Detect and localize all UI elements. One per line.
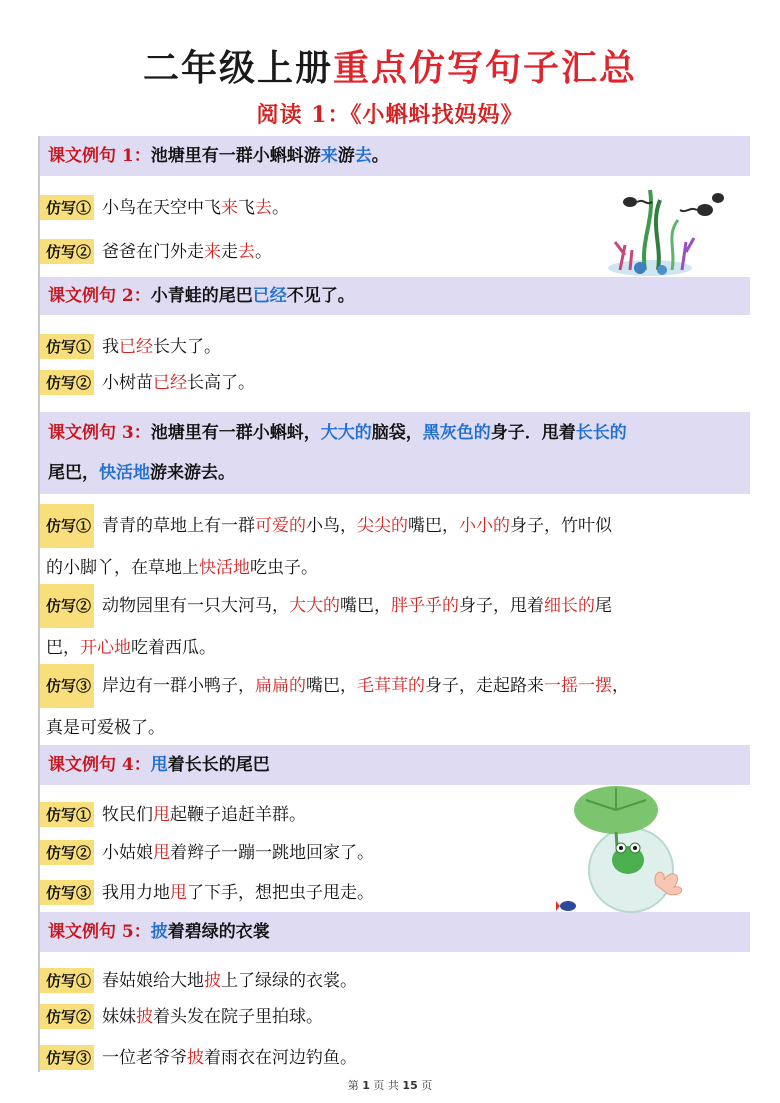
imitation-text-cont xyxy=(40,708,629,748)
text-segment: 吃着西瓜。 xyxy=(131,638,216,658)
frog-pupil-left xyxy=(619,846,623,850)
imitation-1-2 xyxy=(40,237,272,264)
text-segment: 着辫子一蹦一跳地回家了。 xyxy=(170,843,375,863)
text-segment: 着碧绿的衣裳 xyxy=(167,922,270,942)
highlighted-phrase: 大大的 xyxy=(320,423,372,443)
text-segment: 池塘里有一群小蝌蚪， xyxy=(150,423,321,443)
text-segment: 爸爸在门外走 xyxy=(102,242,205,262)
example-sentence-3 xyxy=(40,412,750,494)
highlighted-phrase: 细长的 xyxy=(544,596,596,616)
text-segment: 起鞭子追赶羊群。 xyxy=(170,805,307,825)
imitation-2-1 xyxy=(40,332,221,359)
example-label: 课文例句 2： xyxy=(48,286,151,306)
highlighted-phrase: 甩 xyxy=(150,755,168,775)
text-segment: 嘴巴， xyxy=(408,516,460,536)
seaweed-2 xyxy=(656,200,660,270)
example-label: 课文例句 3： xyxy=(48,423,151,443)
example-text xyxy=(151,146,389,166)
imitation-text xyxy=(102,1048,357,1068)
text-segment: 长高了。 xyxy=(187,373,256,393)
footer-pre: 第 xyxy=(347,1079,363,1092)
text-segment: 走 xyxy=(221,242,239,262)
highlighted-phrase: 甩 xyxy=(153,843,171,863)
imitation-text xyxy=(102,373,255,393)
text-segment: 游来游去。 xyxy=(150,463,235,483)
pebble-2 xyxy=(657,265,667,275)
imitation-tag: 仿写① xyxy=(40,802,94,827)
text-segment: 身子，走起路来 xyxy=(425,676,545,696)
text-segment: 的小脚丫，在草地上 xyxy=(46,558,199,578)
imitation-3-3 xyxy=(40,664,629,748)
text-segment: 青青的草地上有一群 xyxy=(102,516,256,536)
text-segment: 吃虫子。 xyxy=(250,558,318,578)
tadpole-2 xyxy=(712,193,724,203)
imitation-tag: 仿写② xyxy=(40,840,94,865)
footer-post: 页 xyxy=(417,1079,433,1092)
tadpole-1-tail xyxy=(680,209,697,211)
example-sentence-1 xyxy=(40,136,750,176)
text-segment: 嘴巴， xyxy=(340,596,392,616)
imitation-text xyxy=(102,805,306,825)
text-segment: 动物园里有一只大河马， xyxy=(102,596,290,616)
example-text xyxy=(151,922,270,942)
text-segment: 。 xyxy=(371,146,389,166)
example-label: 课文例句 4： xyxy=(48,755,151,775)
text-segment: 岸边有一群小鸭子， xyxy=(102,676,256,696)
page-title xyxy=(0,40,780,91)
highlighted-phrase: 去 xyxy=(354,146,372,166)
imitation-text xyxy=(102,676,629,696)
example-text xyxy=(151,286,355,306)
imitation-4-1 xyxy=(40,800,306,827)
imitation-5-2 xyxy=(40,1002,323,1029)
page-footer xyxy=(0,1077,780,1093)
frog-lotus-illustration xyxy=(556,780,726,920)
text-segment: 小鸟在天空中飞 xyxy=(102,198,222,218)
imitation-text xyxy=(102,198,289,218)
imitation-3-2 xyxy=(40,584,612,668)
text-segment: 着雨衣在河边钓鱼。 xyxy=(204,1048,358,1068)
imitation-5-1 xyxy=(40,966,357,993)
highlighted-phrase: 去 xyxy=(238,242,256,262)
imitation-tag: 仿写③ xyxy=(40,664,94,708)
imitation-text xyxy=(102,596,612,616)
imitation-tag: 仿写② xyxy=(40,239,94,264)
text-segment: 着头发在院子里拍球。 xyxy=(153,1007,324,1027)
text-segment: 春姑娘给大地 xyxy=(102,971,205,991)
highlighted-phrase: 来 xyxy=(221,198,239,218)
highlighted-phrase: 小小的 xyxy=(459,516,511,536)
text-segment: 着长长的尾巴 xyxy=(167,755,270,775)
highlighted-phrase: 已经 xyxy=(252,286,287,306)
example-label: 课文例句 5： xyxy=(48,922,151,942)
text-segment: 池塘里有一群小蝌蚪游 xyxy=(150,146,321,166)
text-segment: 身子，甩着 xyxy=(459,596,545,616)
text-segment: ， xyxy=(612,676,630,696)
imitation-text xyxy=(102,516,612,536)
tadpole-3 xyxy=(623,197,637,207)
text-segment: 嘴巴， xyxy=(306,676,358,696)
imitation-tag: 仿写② xyxy=(40,370,94,395)
imitation-4-3 xyxy=(40,878,374,905)
highlighted-phrase: 毛茸茸的 xyxy=(357,676,426,696)
highlighted-phrase: 披 xyxy=(204,971,222,991)
highlighted-phrase: 来 xyxy=(204,242,222,262)
highlighted-phrase: 一摇一摆 xyxy=(544,676,613,696)
imitation-2-2 xyxy=(40,368,255,395)
example-sentence-2 xyxy=(40,277,750,315)
highlighted-phrase: 快活地 xyxy=(199,558,250,578)
text-segment: 了下手，想把虫子甩走。 xyxy=(187,883,375,903)
imitation-1-1 xyxy=(40,193,289,220)
text-segment: 真是可爱极了。 xyxy=(46,718,165,738)
imitation-text xyxy=(102,883,374,903)
text-segment: 上了绿绿的衣裳。 xyxy=(221,971,358,991)
footer-total-pages: 15 xyxy=(402,1079,418,1092)
highlighted-phrase: 长长的 xyxy=(575,423,627,443)
imitation-tag: 仿写② xyxy=(40,584,94,628)
example-text xyxy=(151,423,627,443)
text-segment: 妹妹 xyxy=(102,1007,137,1027)
text-segment: 小鸟， xyxy=(306,516,358,536)
text-segment: 小姑娘 xyxy=(102,843,154,863)
text-segment: 脑袋， xyxy=(371,423,423,443)
text-segment: 身子，竹叶似 xyxy=(510,516,613,536)
highlighted-phrase: 甩 xyxy=(153,805,171,825)
imitation-5-3 xyxy=(40,1043,357,1070)
text-segment: 牧民们 xyxy=(102,805,154,825)
highlighted-phrase: 披 xyxy=(136,1007,154,1027)
highlighted-phrase: 披 xyxy=(187,1048,205,1068)
highlighted-phrase: 可爱的 xyxy=(255,516,307,536)
text-segment: 我 xyxy=(102,337,120,357)
frog-pupil-right xyxy=(633,846,637,850)
text-segment: 小青蛙的尾巴 xyxy=(150,286,253,306)
imitation-text xyxy=(102,843,374,863)
highlighted-phrase: 已经 xyxy=(119,337,154,357)
text-segment: 巴， xyxy=(46,638,80,658)
highlighted-phrase: 甩 xyxy=(170,883,188,903)
tadpole-1 xyxy=(697,204,713,216)
highlighted-phrase: 来 xyxy=(320,146,338,166)
highlighted-phrase: 黑灰色的 xyxy=(422,423,491,443)
imitation-tag: 仿写① xyxy=(40,195,94,220)
highlighted-phrase: 披 xyxy=(150,922,168,942)
pond-tadpole-illustration xyxy=(600,180,730,280)
fish xyxy=(560,901,576,911)
text-segment: 。 xyxy=(255,242,273,262)
imitation-tag: 仿写③ xyxy=(40,1045,94,1070)
pebble-1 xyxy=(634,262,646,274)
imitation-text-cont xyxy=(40,548,612,588)
fish-tail xyxy=(556,901,560,911)
imitation-text xyxy=(102,242,272,262)
example-label: 课文例句 1： xyxy=(48,146,151,166)
imitation-text xyxy=(102,1007,323,1027)
example-text-cont xyxy=(48,453,742,493)
title-part-1: 二年级上册 xyxy=(142,48,333,89)
text-segment: 小树苗 xyxy=(102,373,154,393)
highlighted-phrase: 大大的 xyxy=(289,596,341,616)
imitation-tag: 仿写① xyxy=(40,334,94,359)
imitation-tag: 仿写① xyxy=(40,968,94,993)
highlighted-phrase: 胖乎乎的 xyxy=(391,596,460,616)
example-sentence-4 xyxy=(40,745,750,785)
text-segment: 尾巴， xyxy=(48,463,99,483)
text-segment: 我用力地 xyxy=(102,883,171,903)
imitation-tag: 仿写② xyxy=(40,1004,94,1029)
highlighted-phrase: 扁扁的 xyxy=(255,676,307,696)
text-segment: 一位老爷爷 xyxy=(102,1048,188,1068)
text-segment: 长大了。 xyxy=(153,337,222,357)
example-text xyxy=(151,755,270,775)
imitation-text xyxy=(102,337,221,357)
imitation-text-cont xyxy=(40,628,612,668)
highlighted-phrase: 开心地 xyxy=(80,638,131,658)
imitation-3-1 xyxy=(40,504,612,588)
imitation-text xyxy=(102,971,357,991)
text-segment: 飞 xyxy=(238,198,256,218)
footer-page-number: 1 xyxy=(362,1079,370,1092)
highlighted-phrase: 已经 xyxy=(153,373,188,393)
text-segment: 游 xyxy=(337,146,355,166)
title-part-2: 重点仿写句子汇总 xyxy=(333,48,638,89)
footer-mid: 页 共 xyxy=(369,1079,403,1092)
highlighted-phrase: 尖尖的 xyxy=(357,516,409,536)
imitation-tag: 仿写③ xyxy=(40,880,94,905)
imitation-4-2 xyxy=(40,838,374,865)
highlighted-phrase: 去 xyxy=(255,198,273,218)
text-segment: 尾 xyxy=(595,596,613,616)
imitation-tag: 仿写① xyxy=(40,504,94,548)
highlighted-phrase: 快活地 xyxy=(99,463,150,483)
reading-subtitle: 阅读 1：《小蝌蚪找妈妈》 xyxy=(256,102,524,128)
text-segment: 不见了。 xyxy=(286,286,355,306)
text-segment: 。 xyxy=(272,198,290,218)
text-segment: 身子．甩着 xyxy=(490,423,576,443)
